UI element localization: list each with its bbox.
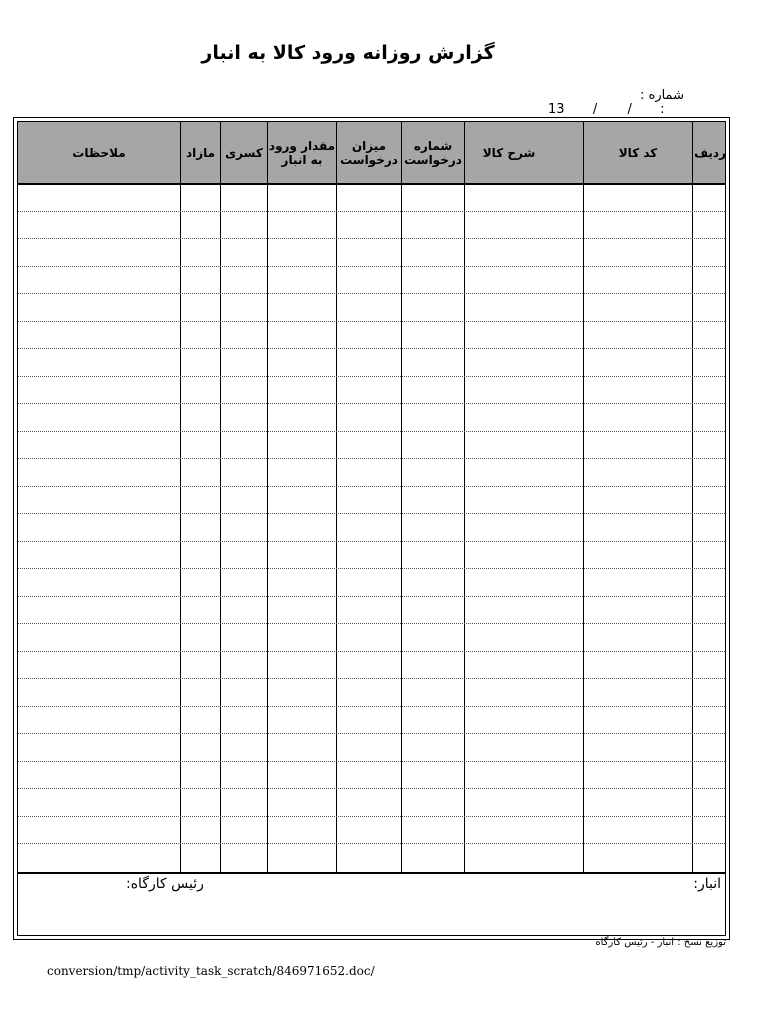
table-row bbox=[18, 843, 725, 844]
file-path: conversion/tmp/activity_task_scratch/846971652.doc/ bbox=[47, 964, 375, 978]
form-table bbox=[17, 121, 726, 936]
column-divider bbox=[267, 122, 268, 872]
col-header-remarks: ملاحظات bbox=[72, 145, 126, 160]
table-row bbox=[18, 266, 725, 267]
col-header-request-number: شماره درخواست bbox=[404, 138, 462, 167]
warehouse-signature-label: انبار: bbox=[693, 876, 721, 892]
column-divider bbox=[583, 122, 584, 872]
date-year: 13 bbox=[548, 102, 565, 117]
table-row bbox=[18, 321, 725, 322]
date-label: : bbox=[660, 102, 665, 117]
table-row bbox=[18, 211, 725, 212]
table-row bbox=[18, 761, 725, 762]
table-row bbox=[18, 651, 725, 652]
table-row bbox=[18, 788, 725, 789]
col-header-row-number: ردیف bbox=[694, 145, 726, 160]
table-row bbox=[18, 678, 725, 679]
table-row bbox=[18, 513, 725, 514]
table-row bbox=[18, 816, 725, 817]
date-separator: / bbox=[627, 102, 632, 117]
table-row bbox=[18, 403, 725, 404]
date-separator: / bbox=[592, 102, 598, 117]
column-divider bbox=[336, 122, 337, 872]
table-row bbox=[18, 348, 725, 349]
table-row bbox=[18, 376, 725, 377]
workshop-head-signature-label: رئیس کارگاه: bbox=[126, 876, 204, 892]
form-table-frame bbox=[13, 117, 730, 940]
col-header-received-amount: مقدار ورود به انبار bbox=[268, 138, 336, 167]
table-row bbox=[18, 293, 725, 294]
table-row bbox=[18, 623, 725, 624]
col-header-requested-amount: میزان درخواست bbox=[340, 138, 398, 167]
col-header-surplus: مازاد bbox=[185, 145, 216, 160]
col-header-shortage: کسری bbox=[225, 145, 263, 160]
table-row bbox=[18, 568, 725, 569]
column-divider bbox=[464, 122, 465, 872]
table-row bbox=[18, 596, 725, 597]
number-label: شماره : bbox=[640, 88, 684, 103]
column-divider bbox=[692, 122, 693, 872]
col-header-item-description: شرح کالا bbox=[482, 145, 536, 160]
column-divider bbox=[401, 122, 402, 872]
column-divider bbox=[220, 122, 221, 872]
table-row bbox=[18, 733, 725, 734]
table-row bbox=[18, 541, 725, 542]
distribution-note: توزیع نسخ : انبار - رئیس کارگاه bbox=[595, 937, 726, 948]
col-header-item-code: کد کالا bbox=[618, 145, 658, 160]
table-row bbox=[18, 458, 725, 459]
table-row bbox=[18, 486, 725, 487]
footer-divider bbox=[18, 872, 725, 874]
column-divider bbox=[180, 122, 181, 872]
table-row bbox=[18, 431, 725, 432]
table-row bbox=[18, 238, 725, 239]
page-title: گزارش روزانه ورود کالا به انبار bbox=[201, 42, 495, 64]
table-row bbox=[18, 706, 725, 707]
date-line bbox=[548, 102, 665, 117]
